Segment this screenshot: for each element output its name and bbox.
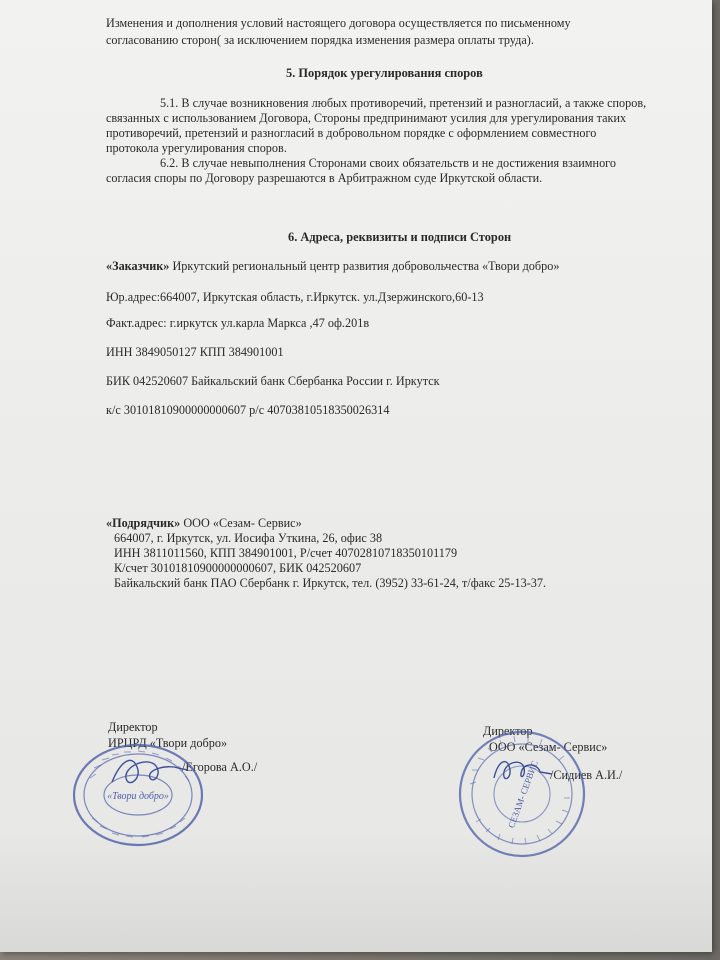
contractor-header xyxy=(106,516,302,530)
customer-header xyxy=(106,259,559,273)
section-5-p2-line-1: 6.2. В случае невыполнения Сторонами своих обязательств и не достижения взаимного xyxy=(160,156,617,170)
contractor-name: ООО «Сезам- Сервис» xyxy=(180,516,302,530)
contractor-inn-kpp-account: ИНН 3811011560, КПП 384901001, Р/счет 40702810718350101179 xyxy=(114,546,458,560)
customer-actual-address: Факт.адрес: г.иркутск ул.карла Маркса ,47 оф.201в xyxy=(106,316,370,330)
customer-inn-kpp: ИНН 3849050127 КПП 384901001 xyxy=(106,345,284,359)
section-5-p2-line-2: согласия споры по Договору разрешаются в Арбитражном суде Иркутской области. xyxy=(106,171,543,185)
customer-label: «Заказчик» xyxy=(106,259,170,273)
customer-name: Иркутский региональный центр развития добровольчества «Твори добро» xyxy=(169,259,560,273)
right-signatory-name: /Сидиев А.И./ xyxy=(550,768,623,782)
contractor-signature xyxy=(488,752,558,788)
section-5-p1-line-1: 5.1. В случае возникновения любых противоречий, претензий и разногласий, а также споров, xyxy=(160,96,647,110)
intro-line-1: Изменения и дополнения условий настоящего договора осуществляется по письменному xyxy=(106,16,571,30)
contractor-bank-phone: Байкальский банк ПАО Сбербанк г. Иркутск, тел. (3952) 33-61-24, т/факс 25-13-37. xyxy=(114,576,547,590)
contractor-address: 664007, г. Иркутск, ул. Иосифа Уткина, 26, офис 38 xyxy=(114,531,383,545)
customer-signature xyxy=(104,748,194,798)
right-signatory-title: Директор xyxy=(483,724,533,738)
section-6-heading: 6. Адреса, реквизиты и подписи Сторон xyxy=(288,230,512,244)
contractor-round-stamp xyxy=(452,724,592,864)
section-5-heading: 5. Порядок урегулирования споров xyxy=(286,66,483,80)
intro-line-2: согласованию сторон( за исключением порядка изменения размера оплаты труда). xyxy=(106,33,534,47)
left-signatory-name: /Егорова А.О./ xyxy=(182,760,258,774)
customer-bik-bank: БИК 042520607 Байкальский банк Сбербанка России г. Иркутск xyxy=(106,374,440,388)
section-5-p1-line-2: связанных с использованием Договора, Стороны предпринимают усилия для урегулирования таких xyxy=(106,111,627,125)
left-signatory-org: ИРЦРД «Твори добро» xyxy=(108,736,228,750)
right-signatory-org: ООО «Сезам- Сервис» xyxy=(489,740,608,754)
customer-legal-address: Юр.адрес:664007, Иркутская область, г.Иркутск. ул.Дзержинского,60-13 xyxy=(106,290,484,304)
contractor-ks-bik: К/счет 30101810900000000607, БИК 042520607 xyxy=(114,561,362,575)
left-signatory-title: Директор xyxy=(108,720,158,734)
left-stamp-center-text: «Твори добро» xyxy=(107,791,169,802)
contractor-label: «Подрядчик» xyxy=(106,516,181,530)
section-5-p1-line-4: протокола урегулирования споров. xyxy=(106,141,287,155)
section-5-p1-line-3: противоречий, претензий и разногласий в добровольном порядке с оформлением совместного xyxy=(106,126,597,140)
customer-accounts: к/с 30101810900000000607 р/с 40703810518350026314 xyxy=(106,403,390,417)
right-stamp-center-text: СЕЗАМ- СЕРВИС xyxy=(506,759,540,830)
page-shadow-overlay xyxy=(0,832,712,952)
